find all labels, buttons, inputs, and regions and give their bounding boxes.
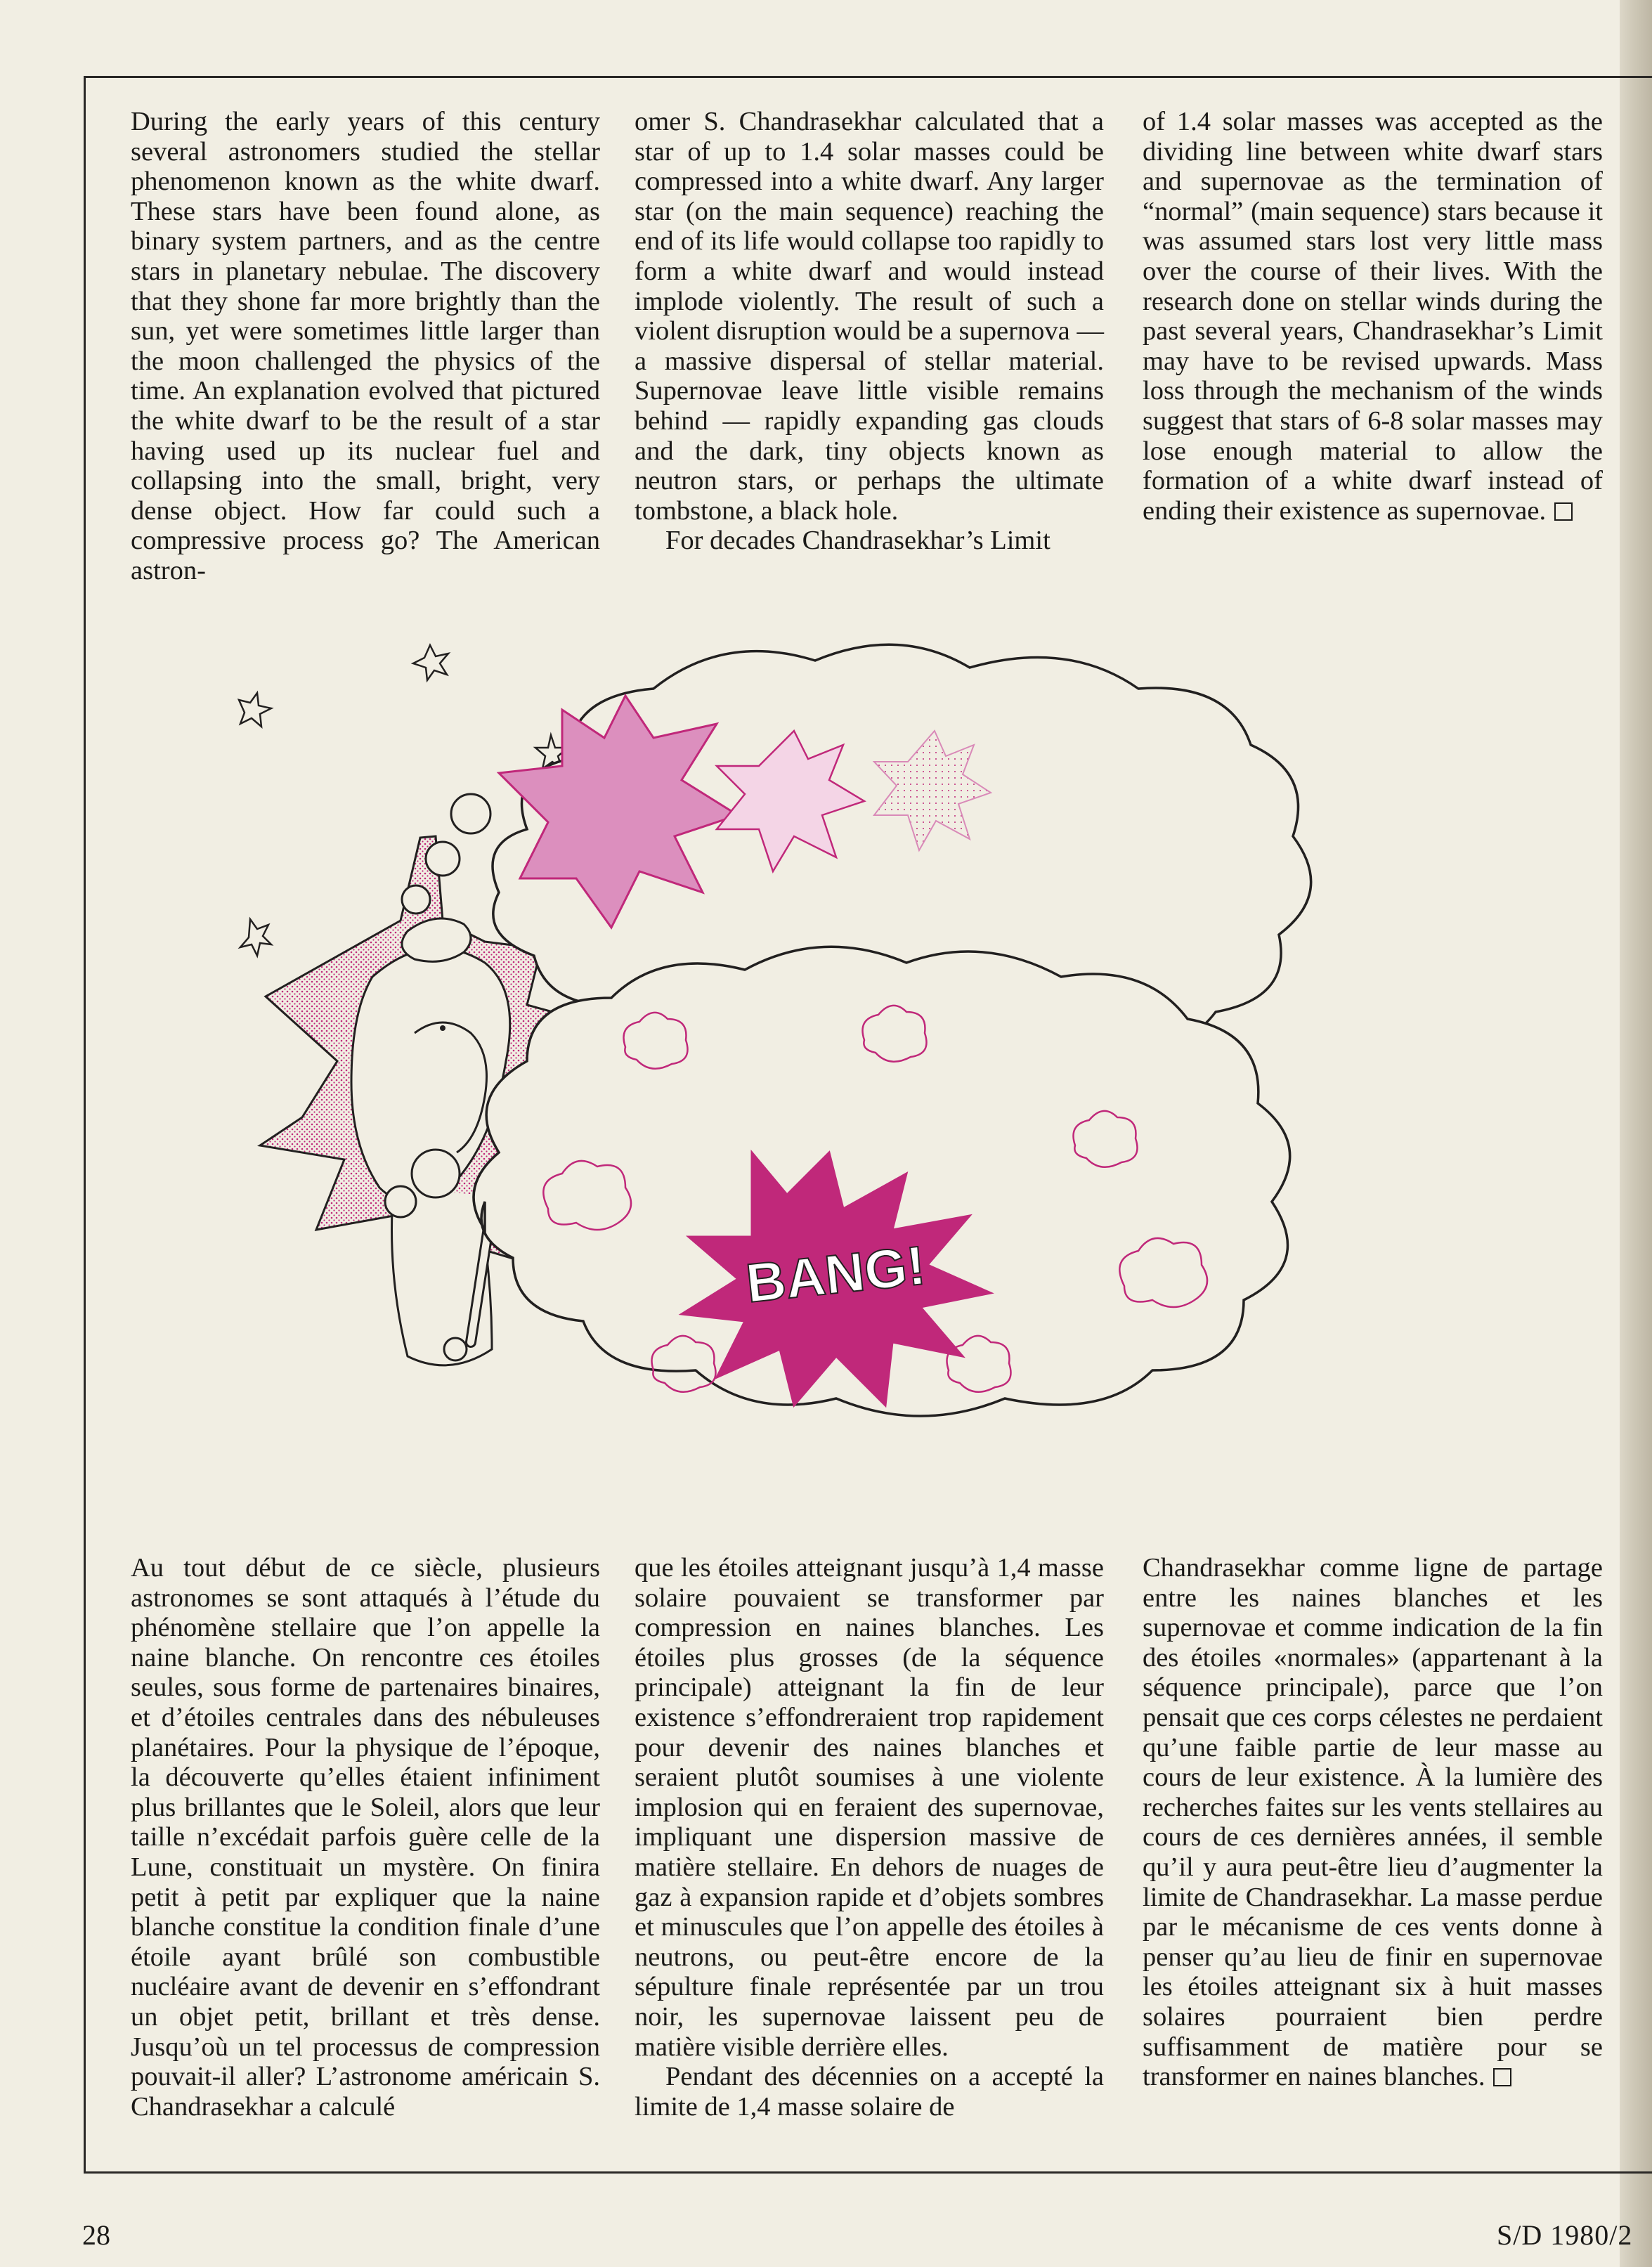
small-star-icon [239,693,271,727]
cartoon-illustration [232,611,1623,1525]
english-column-2 [635,107,1104,585]
small-star-icon [413,645,448,680]
end-mark [1554,502,1573,521]
english-paragraph-text: of 1.4 solar masses was accepted as the dividing line between white dwarf stars and supernovae as the termination of “normal” (main sequence) stars because it was assumed stars lost very little mass over the course of their lives. With the research done on stellar winds during the past several years, Chandrasekhar’s Limit may have to be revised upwards. Mass loss through the mechanism of the winds suggest that stars of 6-8 solar masses may lose enough material to allow the formation of a white dwarf instead of ending their existence as supernovae. [1143,107,1603,526]
french-paragraph: Au tout début de ce siècle, plusieurs astronomes se sont attaqués à l’étude du phénomène stellaire que l’on appelle la naine blanche. On rencontre ces étoiles seules, sous forme de partenaires binaires, et d’étoiles centrales dans des nébuleuses planétaires. Pour la physique de l’époque, la découverte qu’elles étaient infiniment plus brillantes que le Soleil, alors que leur taille n’excédait parfois guère celle de la Lune, constituait un mystère. On finira petit à petit par expliquer que la naine blanche constitue la condition finale d’une étoile ayant brûlé son combustible nucléaire avant de devenir en s’effondrant un objet petit, brillant et très dense. Jusqu’où un tel processus de compression pouvait-il aller? L’astronome américain S. Chandrasekhar a calculé [131,1553,600,2122]
french-paragraph-text: Chandrasekhar comme ligne de partage entre les naines blanches et les supernovae et comme indication de la fin des étoiles «normales» (appartenant à la séquence principale), parce que l’on pensait que ces corps célestes ne perdaient qu’une faible partie de leur masse au cours de leur existence. À la lumière des recherches faites sur les vents stellaires au cours de ces dernières années, il semble qu’il y aura peut-être lieu d’augmenter la limite de Chandrasekhar. La masse perdue par le mécanisme de ces vents donne à penser qu’au lieu de finir en supernovae les étoiles atteignant six à huit masses solaires pourraient bien perdre suffisamment de matière pour se transformer en naines blanches. [1143,1553,1603,2092]
small-star-icon [240,919,271,956]
french-paragraph [1143,1553,1603,2092]
bang-text: BANG! [743,1233,928,1315]
end-mark [1493,2068,1511,2086]
french-paragraph: Pendant des décennies on a accepté la limite de 1,4 masse solaire de [635,2062,1104,2122]
english-paragraph: For decades Chandrasekhar’s Limit [665,526,1051,556]
issue-label: S/D 1980/2 [1497,2219,1633,2251]
english-column-1 [131,107,600,585]
french-column-1 [131,1553,600,2143]
english-column-3 [1143,107,1603,585]
english-paragraph: omer S. Chandrasekhar calculated that a star of up to 1.4 solar masses could be compressed into a white dwarf. Any larger star (on the main sequence) reaching the end of its life would collapse too rapidly to form a white dwarf and would instead implode violently. The result of such a violent disruption would be a supernova — a massive dispersal of stellar material. Supernovae leave little visible remains behind — rapidly expanding gas clouds and the dark, tiny objects known as neutron stars, or perhaps the ultimate tombstone, a black hole. [635,107,1104,526]
page-number: 28 [82,2219,110,2251]
english-paragraph: During the early years of this century several astronomers studied the stellar phenomenon known as the white dwarf. These stars have been found alone, as binary system partners, and as the centre stars in planetary nebulae. The discovery that they shone far more brightly than the sun, yet were sometimes little larger than the moon challenged the physics of the time. An explanation evolved that pictured the white dwarf to be the result of a star having used up its nuclear fuel and collapsing into the small, bright, very dense object. How far could such a compressive process go? The American astron- [131,107,600,585]
french-column-2 [635,1553,1104,2143]
french-paragraph: que les étoiles atteignant jusqu’à 1,4 masse solaire pouvaient se transformer par compression en naines blanches. Les étoiles plus grosses (de la séquence principale) atteignant la fin de leur existence s’effondreraient trop rapidement pour devenir des naines blanches et seraient plutôt soumises à une violente implosion qui en feraient des supernovae, impliquant une dispersion massive de matière stellaire. En dehors de nuages de gaz à expansion rapide et d’objets sombres et minuscules que l’on appelle des étoiles à neutrons, ou peut-être encore de la sépulture finale représentée par un trou noir, les supernovae laissent peu de matière visible derrière elles. [635,1553,1104,2062]
english-paragraph [1143,107,1603,526]
french-column-3 [1143,1553,1603,2143]
